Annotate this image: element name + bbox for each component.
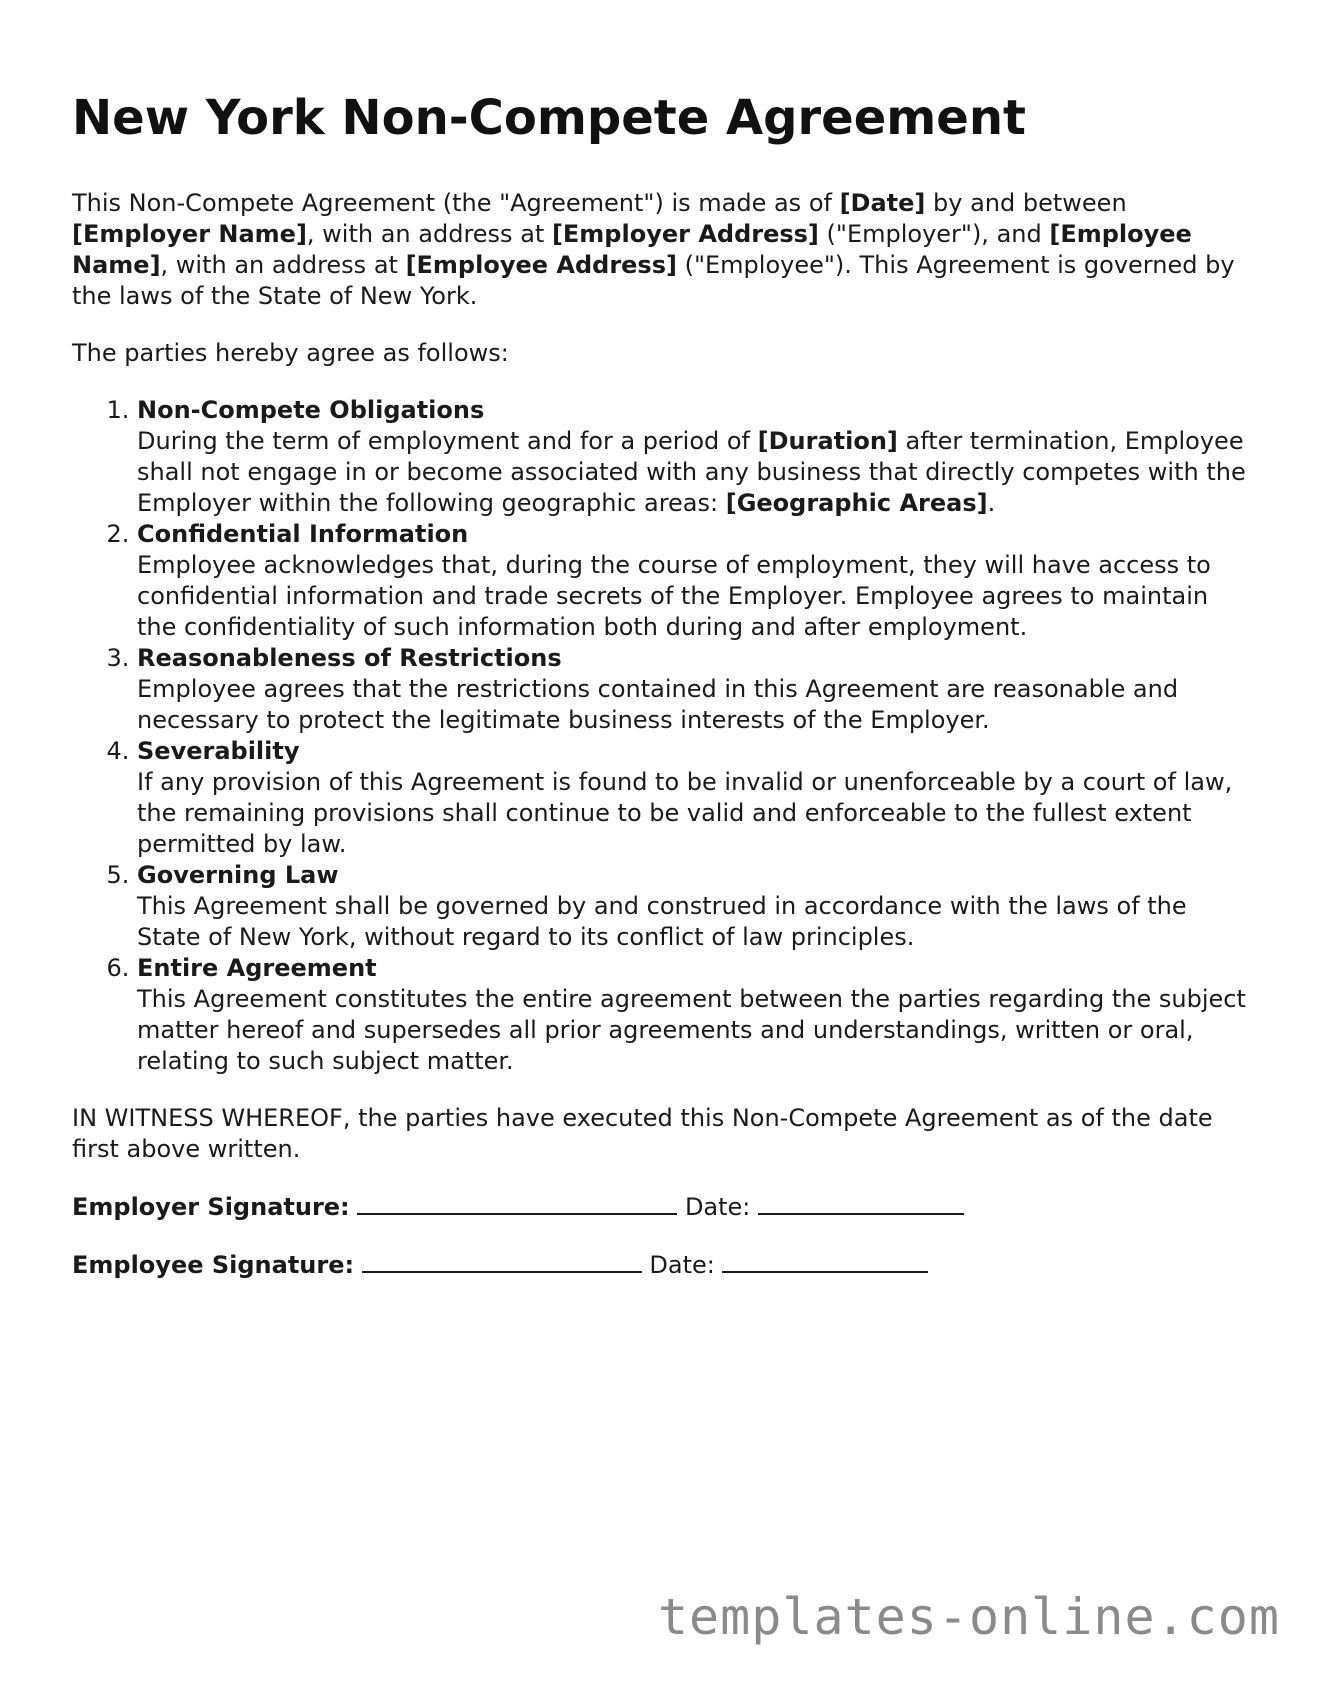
term-title: 6. Entire Agreement <box>137 954 377 982</box>
term-text: after termination, Employee shall not engage in or become associated with any business that directly competes with the Employer within the following geographic areas: <box>137 427 1246 517</box>
date-placeholder: [Date] <box>839 189 926 217</box>
term-item <box>137 860 1252 953</box>
term-item <box>137 736 1252 860</box>
employee-signature-field[interactable] <box>362 1249 642 1273</box>
employer-date-label: Date: <box>684 1193 751 1221</box>
term-title: 5. Governing Law <box>137 861 339 889</box>
watermark: templates-online.com <box>657 1588 1280 1646</box>
employee-signature-label: Employee Signature: <box>72 1251 355 1279</box>
term-title: 4. Severability <box>137 737 300 765</box>
term-item <box>137 953 1252 1077</box>
term-body: This Agreement shall be governed by and construed in accordance with the laws of the State of New York, without regard to its conflict of law principles. <box>137 892 1187 951</box>
term-body <box>137 427 1246 517</box>
intro-paragraph <box>72 188 1252 312</box>
employer-signature-line <box>72 1191 1252 1223</box>
document-page <box>72 88 1252 1281</box>
intro-text: ("Employee"). This Agreement is governed by the laws of the State of New York. <box>72 251 1235 310</box>
employee-date-label: Date: <box>649 1251 715 1279</box>
intro-text: by and between <box>925 189 1127 217</box>
employer-address-placeholder: [Employer Address] <box>551 220 819 248</box>
geographic-areas-placeholder: [Geographic Areas] <box>725 489 988 517</box>
intro-text: , with an address at <box>306 220 552 248</box>
term-item <box>137 395 1252 519</box>
term-title: 2. Confidential Information <box>137 520 469 548</box>
employer-signature-label: Employer Signature: <box>72 1193 350 1221</box>
term-title: 1. Non-Compete Obligations <box>137 396 485 424</box>
employer-signature-field[interactable] <box>357 1191 677 1215</box>
parties-statement: The parties hereby agree as follows: <box>72 339 509 367</box>
term-body: This Agreement constitutes the entire agreement between the parties regarding the subject matter hereof and supersedes all prior agreements and understandings, written or oral, relating to such subject matter. <box>137 985 1246 1075</box>
document-title: New York Non-Compete Agreement <box>72 90 1026 146</box>
term-item <box>137 643 1252 736</box>
terms-list <box>72 395 1252 1077</box>
employer-date-field[interactable] <box>758 1191 964 1215</box>
intro-text: This Non-Compete Agreement (the "Agreement") is made as of <box>72 189 840 217</box>
term-item <box>137 519 1252 643</box>
term-text: During the term of employment and for a period of <box>137 427 758 455</box>
term-body: Employee acknowledges that, during the course of employment, they will have access to confidential information and trade secrets of the Employer. Employee agrees to maintain the confidentiality of such information both during and after employment. <box>137 551 1211 641</box>
intro-text: , with an address at <box>160 251 406 279</box>
duration-placeholder: [Duration] <box>757 427 898 455</box>
employee-name-placeholder: [Employee Name] <box>72 220 1192 279</box>
employee-date-field[interactable] <box>722 1249 928 1273</box>
intro-text: ("Employer"), and <box>818 220 1050 248</box>
term-body: Employee agrees that the restrictions contained in this Agreement are reasonable and necessary to protect the legitimate business interests of the Employer. <box>137 675 1179 734</box>
term-title: 3. Reasonableness of Restrictions <box>137 644 562 672</box>
employer-name-placeholder: [Employer Name] <box>72 220 307 248</box>
term-text: . <box>987 489 996 517</box>
witness-statement: IN WITNESS WHEREOF, the parties have executed this Non-Compete Agreement as of the date first above written. <box>72 1104 1213 1163</box>
employee-address-placeholder: [Employee Address] <box>405 251 677 279</box>
term-body: If any provision of this Agreement is found to be invalid or unenforceable by a court of law, the remaining provisions shall continue to be valid and enforceable to the fullest extent permitted by law. <box>137 768 1233 858</box>
employee-signature-line <box>72 1249 1252 1281</box>
